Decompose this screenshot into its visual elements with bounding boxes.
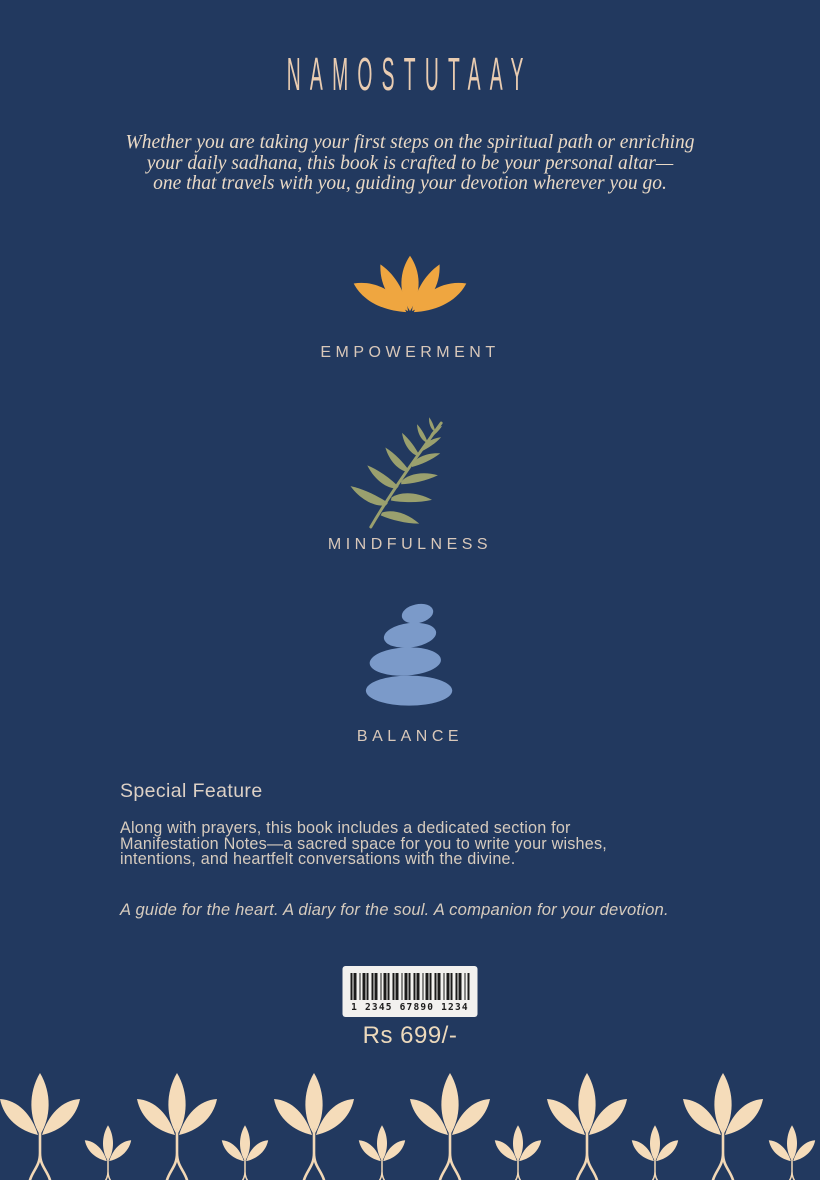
barcode bbox=[343, 966, 478, 1017]
feature-mindfulness bbox=[0, 415, 820, 536]
lotus-icon bbox=[347, 251, 473, 335]
special-feature-body bbox=[120, 821, 607, 868]
intro-line: your daily sadhana, this book is crafted to be your personal altar— bbox=[146, 152, 674, 174]
feature-label-empowerment: EMPOWERMENT bbox=[320, 344, 500, 361]
intro-paragraph bbox=[0, 133, 820, 195]
feature-balance bbox=[0, 601, 820, 712]
feature-empowerment bbox=[0, 251, 820, 340]
special-feature-heading: Special Feature bbox=[120, 780, 263, 802]
barcode-bars bbox=[351, 973, 470, 1000]
feature-label-mindfulness: MINDFULNESS bbox=[327, 536, 493, 553]
stones-icon bbox=[349, 601, 471, 707]
feature-label-balance: BALANCE bbox=[356, 728, 464, 745]
special-feature-line: intentions, and heartfelt conversations with the divine. bbox=[120, 850, 516, 869]
special-feature-line: Manifestation Notes—a sacred space for you to write your wishes, bbox=[120, 834, 607, 853]
tagline: A guide for the heart. A diary for the soul. A companion for your devotion. bbox=[120, 900, 669, 919]
title-wrap bbox=[0, 50, 820, 98]
fern-icon bbox=[348, 415, 472, 531]
intro-line: Whether you are taking your first steps on the spiritual path or enriching bbox=[125, 132, 695, 153]
special-feature-line: Along with prayers, this book includes a dedicated section for bbox=[120, 819, 571, 837]
price: Rs 699/- bbox=[362, 1022, 458, 1049]
book-title: NAMOSTUTAAY bbox=[287, 48, 533, 100]
intro-line: one that travels with you, guiding your devotion wherever you go. bbox=[153, 173, 667, 194]
barcode-digits: 1 2345 67890 1234 bbox=[351, 1002, 469, 1013]
lotus-border bbox=[0, 1065, 820, 1180]
